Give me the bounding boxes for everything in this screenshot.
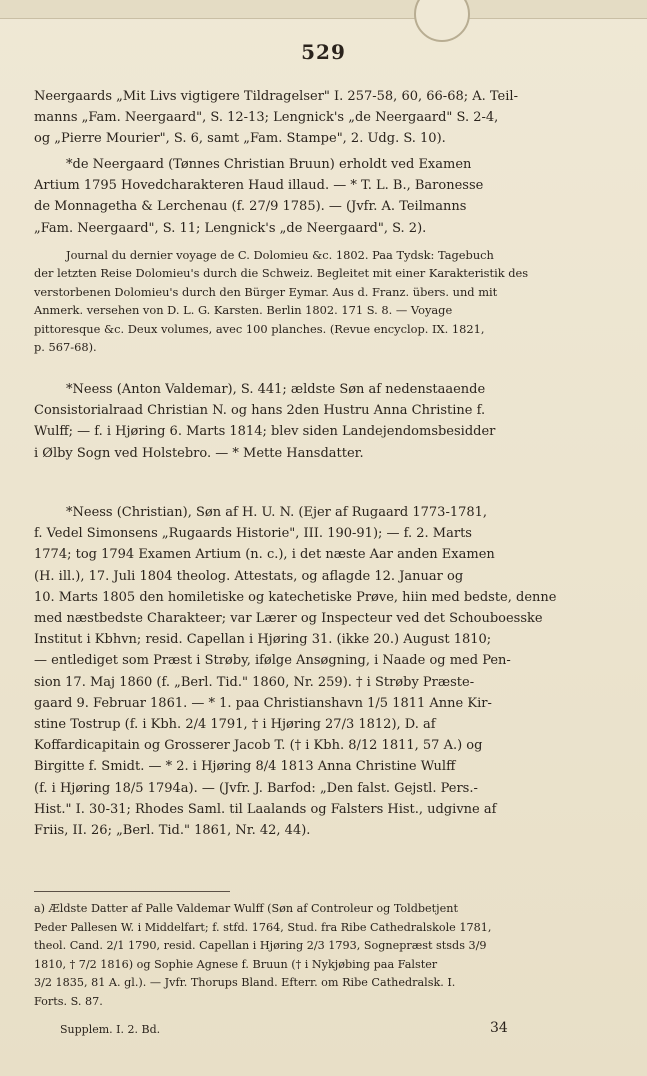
- entry-neess-anton: [34, 379, 600, 464]
- entry-heading-line: *Neess (Christian), Søn af H. U. N. (Ejer af Rugaard 1773-1781,: [66, 505, 488, 520]
- entry-4-line: Birgitte f. Smidt. — * 2. i Hjøring 8/4 1813 Anna Christine Wulff: [34, 759, 456, 775]
- entry-de-neergaard: [34, 154, 600, 239]
- footnote-line: 3/2 1835, 81 A. gl.). — Jvfr. Thorups Bland. Efterr. om Ribe Cathedralsk. I.: [34, 976, 456, 990]
- footnote: [34, 900, 600, 1012]
- entry-4-line: Koffardicapitain og Grosserer Jacob T. († i Kbh. 8/12 1811, 57 A.) og: [34, 738, 483, 754]
- entry-0-line: Neergaards „Mit Livs vigtigere Tildragelser" I. 257-58, 60, 66-68; A. Teil-: [34, 89, 518, 104]
- entry-4-line: med næstbedste Charakteer; var Lærer og Inspecteur ved det Schouboesske: [34, 611, 543, 627]
- entry-3-line: Consistorialraad Christian N. og hans 2den Hustru Anna Christine f.: [34, 403, 486, 419]
- entry-2-line: der letzten Reise Dolomieu's durch die Schweiz. Begleitet mit einer Karakteristik des: [34, 266, 529, 281]
- entry-4-line: 1774; tog 1794 Examen Artium (n. c.), i det næste Aar anden Examen: [34, 547, 495, 563]
- entry-2-line: verstorbenen Dolomieu's durch den Bürger Eymar. Aus d. Franz. übers. und mit: [34, 284, 498, 299]
- entry-4-line: stine Tostrup (f. i Kbh. 2/4 1791, † i Hjøring 27/3 1812), D. af: [34, 717, 436, 733]
- entry-2-line: p. 567-68).: [34, 340, 97, 355]
- entry-0-line: manns „Fam. Neergaard", S. 12-13; Lengnick's „de Neergaard" S. 2-4,: [34, 110, 499, 126]
- page-top-edge: [0, 0, 647, 19]
- entry-4-line: (H. ill.), 17. Juli 1804 theolog. Attestats, og aflagde 12. Januar og: [34, 568, 464, 584]
- entry-journal-dolomieu: [34, 246, 600, 356]
- entry-2-line: Journal du dernier voyage de C. Dolomieu &c. 1802. Paa Tydsk: Tagebuch: [66, 248, 494, 262]
- footnote-line: 1810, † 7/2 1816) og Sophie Agnese f. Bruun († i Nykjøbing paa Falster: [34, 957, 438, 971]
- entry-2-line: Anmerk. versehen von D. L. G. Karsten. Berlin 1802. 171 S. 8. — Voyage: [34, 303, 453, 318]
- entry-4-line: f. Vedel Simonsens „Rugaards Historie", III. 190-91); — f. 2. Marts: [34, 526, 472, 542]
- footnote-line: Peder Pallesen W. i Middelfart; f. stfd. 1764, Stud. fra Ribe Cathedralskole 1781,: [34, 920, 492, 934]
- entry-3-line: i Ølby Sogn ved Holstebro. — * Mette Hansdatter.: [34, 445, 364, 461]
- entry-neergaard-sources: [34, 86, 600, 150]
- entry-1-line: de Monnagetha & Lerchenau (f. 27/9 1785). — (Jvfr. A. Teilmanns: [34, 199, 467, 215]
- binding-notch: [414, 0, 470, 42]
- entry-heading-line: *Neess (Anton Valdemar), S. 441; ældste Søn af nedenstaaende: [66, 382, 486, 397]
- footnote-line: a) Ældste Datter af Palle Valdemar Wulff (Søn af Controleur og Toldbetjent: [34, 902, 458, 915]
- entry-1-line: Artium 1795 Hovedcharakteren Haud illaud. — * T. L. B., Baronesse: [34, 178, 484, 194]
- entry-4-line: (f. i Hjøring 18/5 1794a). — (Jvfr. J. Barfod: „Den falst. Gejstl. Pers.-: [34, 780, 478, 796]
- footnote-line: Forts. S. 87.: [34, 994, 103, 1008]
- entry-4-line: sion 17. Maj 1860 (f. „Berl. Tid." 1860, Nr. 259). † i Strøby Præste-: [34, 674, 475, 690]
- footnote-line: theol. Cand. 2/1 1790, resid. Capellan i Hjøring 2/3 1793, Sognepræst stsds 3/9: [34, 939, 487, 953]
- entry-neess-christian: [34, 502, 600, 841]
- entry-4-line: 10. Marts 1805 den homiletiske og katechetiske Prøve, hiin med bedste, denne: [34, 589, 557, 605]
- entry-4-line: — entlediget som Præst i Strøby, ifølge Ansøgning, i Naade og med Pen-: [34, 653, 511, 669]
- entry-0-line: og „Pierre Mourier", S. 6, samt „Fam. Stampe", 2. Udg. S. 10).: [34, 131, 446, 147]
- footnote-divider: [34, 891, 230, 892]
- entry-3-line: Wulff; — f. i Hjøring 6. Marts 1814; blev siden Landejendomsbesidder: [34, 424, 496, 440]
- page-number: 529: [301, 40, 346, 64]
- entry-4-line: Hist." I. 30-31; Rhodes Saml. til Laalands og Falsters Hist., udgivne af: [34, 801, 497, 817]
- entry-heading-line: *de Neergaard (Tønnes Christian Bruun) erholdt ved Examen: [66, 157, 472, 172]
- entry-4-line: gaard 9. Februar 1861. — * 1. paa Christianshavn 1/5 1811 Anne Kir-: [34, 695, 492, 711]
- entry-1-line: „Fam. Neergaard", S. 11; Lengnick's „de Neergaard", S. 2).: [34, 220, 427, 236]
- sheet-number: 34: [490, 1020, 508, 1036]
- printer-signature: Supplem. I. 2. Bd.: [60, 1023, 161, 1036]
- entry-2-line: pittoresque &c. Deux volumes, avec 100 planches. (Revue encyclop. IX. 1821,: [34, 321, 485, 336]
- entry-4-line: Friis, II. 26; „Berl. Tid." 1861, Nr. 42, 44).: [34, 823, 311, 839]
- entry-4-line: Institut i Kbhvn; resid. Capellan i Hjøring 31. (ikke 20.) August 1810;: [34, 632, 492, 648]
